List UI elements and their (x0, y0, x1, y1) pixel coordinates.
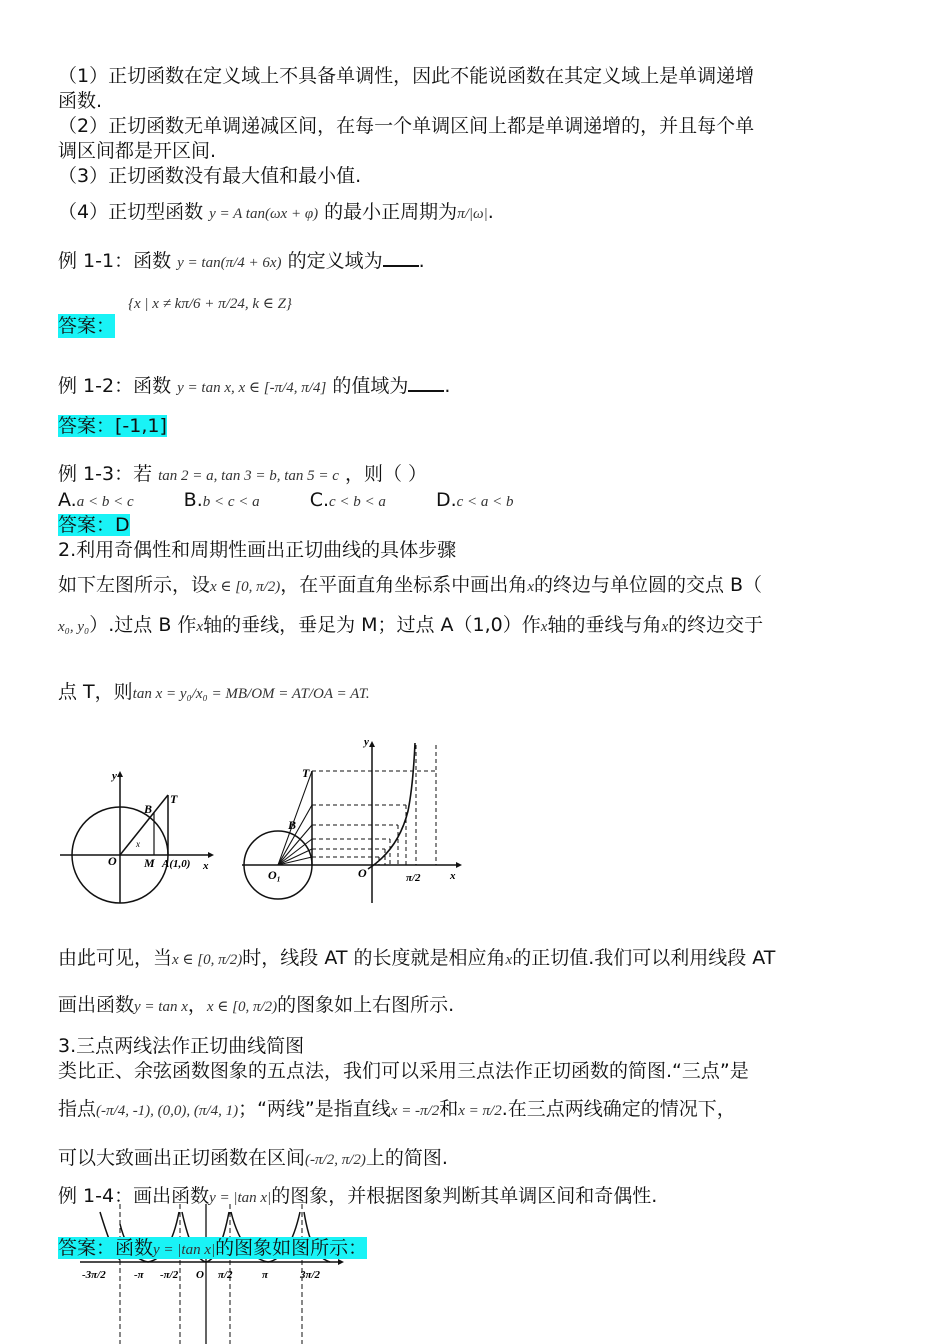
asymptotes (120, 1204, 302, 1344)
label-y: y (112, 770, 117, 782)
example-1-3-answer: 答案：D (58, 514, 130, 536)
section-2-paragraph-4: 由此可见，当x ∈ [0, π/2)时，线段 AT 的长度就是相应角x的正切值.我们可以利用线段 AT (58, 947, 776, 969)
example-1-4: 例 1-4：画出函数y = |tan x|的图象，并根据图象判断其单调区间和奇偶性. (58, 1185, 658, 1207)
label-a: A(1,0) (162, 858, 191, 870)
tick-neg-pi: -π (134, 1269, 144, 1281)
y-axis-arrow (369, 741, 375, 747)
unit-circle-figure (58, 735, 218, 905)
example-1-2-answer: 答案：[-1,1] (58, 415, 167, 437)
label-t: T (302, 766, 310, 780)
abs-tan-graph (80, 1204, 350, 1344)
label-pi-half: π/2 (406, 872, 421, 884)
example-1-1: 例 1-1：函数 y = tan(π/4 + 6x) 的定义域为 . (58, 250, 425, 272)
tick-pi-half: π/2 (218, 1269, 233, 1281)
note-4-period: π/|ω| (457, 206, 488, 222)
example-1-1-answer (58, 296, 292, 338)
tangent-curve (368, 743, 415, 869)
answer-blank (408, 390, 444, 392)
section-3-paragraph-1: 类比正、余弦函数图象的五点法，我们可以采用三点法作正切函数的简图.“三点”是 (58, 1060, 749, 1082)
note-4: （4）正切型函数 y = A tan(ωx + φ) 的最小正周期为π/|ω|. (58, 201, 494, 223)
option-d: D.c < a < b (435, 489, 514, 511)
tangent-construction-figure (240, 735, 465, 905)
section-3-title: 3.三点两线法作正切曲线简图 (58, 1035, 305, 1057)
section-2-paragraph-5: 画出函数y = tan x，x ∈ [0, π/2)的图象如上右图所示. (58, 994, 455, 1016)
note-2-line-a: （2）正切函数无单调递减区间，在每一个单调区间上都是单调递增的，并且每个单 (58, 115, 755, 137)
label-x-axis: x (203, 860, 209, 872)
example-1-3: 例 1-3：若 tan 2 = a, tan 3 = b, tan 5 = c ，则（ ） (58, 463, 427, 485)
x-axis-arrow (208, 852, 214, 858)
note-1-line-b: 函数. (58, 90, 103, 112)
tick-neg-3pi-half: -3π/2 (82, 1269, 106, 1281)
section-2-paragraph-1: 如下左图所示，设x ∈ [0, π/2)，在平面直角坐标系中画出角x的终边与单位圆的交点 B（ (58, 574, 763, 596)
example-1-1-answer-formula: {x | x ≠ kπ/6 + π/24, k ∈ Z} (128, 296, 292, 312)
section-3-paragraph-3: 可以大致画出正切函数在区间(-π/2, π/2)上的简图. (58, 1147, 448, 1169)
example-1-3-formula: tan 2 = a, tan 3 = b, tan 5 = c (158, 468, 339, 484)
label-t: T (170, 792, 178, 806)
tick-origin: O (196, 1269, 204, 1281)
option-b: B.b < c < a (183, 489, 260, 511)
dashed-guides (312, 745, 436, 865)
example-1-3-options (58, 488, 558, 514)
example-1-1-formula: y = tan(π/4 + 6x) (177, 255, 282, 271)
section-3-paragraph-2: 指点(-π/4, -1), (0,0), (π/4, 1)；“两线”是指直线x = -π/2和x = π/2.在三点两线确定的情况下， (58, 1098, 736, 1120)
section-2-paragraph-2: x₀, y₀）.过点 B 作x轴的垂线，垂足为 M；过点 A（1,0）作x轴的垂线与角x的终边交于 (58, 614, 764, 636)
label-y: y (364, 736, 369, 748)
note-1-line-a: （1）正切函数在定义域上不具备单调性，因此不能说函数在其定义域上是单调递增 (58, 65, 755, 87)
label-b: B (288, 818, 297, 832)
label-o1: O₁ (268, 868, 281, 882)
note-3: （3）正切函数没有最大值和最小值. (58, 165, 362, 187)
answer-blank (383, 265, 419, 267)
label-b: B (144, 802, 153, 816)
label-x-axis: x (450, 870, 456, 882)
example-1-2: 例 1-2：函数 y = tan x, x ∈ [-π/4, π/4] 的值域为 . (58, 375, 451, 397)
y-axis-arrow (117, 771, 123, 777)
tangent-identity: tan x = y₀/x₀ = MB/OM = AT/OA = AT. (132, 686, 370, 702)
section-2-paragraph-3: 点 T，则tan x = y₀/x₀ = MB/OM = AT/OA = AT. (58, 681, 370, 703)
x-axis-arrow (456, 862, 462, 868)
label-o: O (108, 854, 117, 868)
label-m: M (144, 856, 155, 870)
tick-pi: π (262, 1269, 269, 1281)
note-4-formula: y = A tan(ωx + φ) (209, 206, 319, 222)
tick-neg-pi-half: -π/2 (160, 1269, 179, 1281)
label-o: O (358, 866, 367, 880)
answer-label: 答案： (58, 315, 116, 337)
option-a: A.a < b < c (58, 489, 134, 511)
tick-3pi-half: 3π/2 (300, 1269, 321, 1281)
example-1-4-formula: y = |tan x| (209, 1190, 272, 1206)
note-2-line-b: 调区间都是开区间. (58, 140, 217, 162)
example-1-4-answer: 答案：函数y = |tan x|的图象如图所示： (58, 1237, 368, 1259)
section-2-title: 2.利用奇偶性和周期性画出正切曲线的具体步骤 (58, 539, 457, 561)
label-angle: x (136, 839, 140, 849)
example-1-2-formula: y = tan x, x ∈ [-π/4, π/4] (177, 380, 327, 396)
option-c: C.c < b < a (309, 489, 386, 511)
